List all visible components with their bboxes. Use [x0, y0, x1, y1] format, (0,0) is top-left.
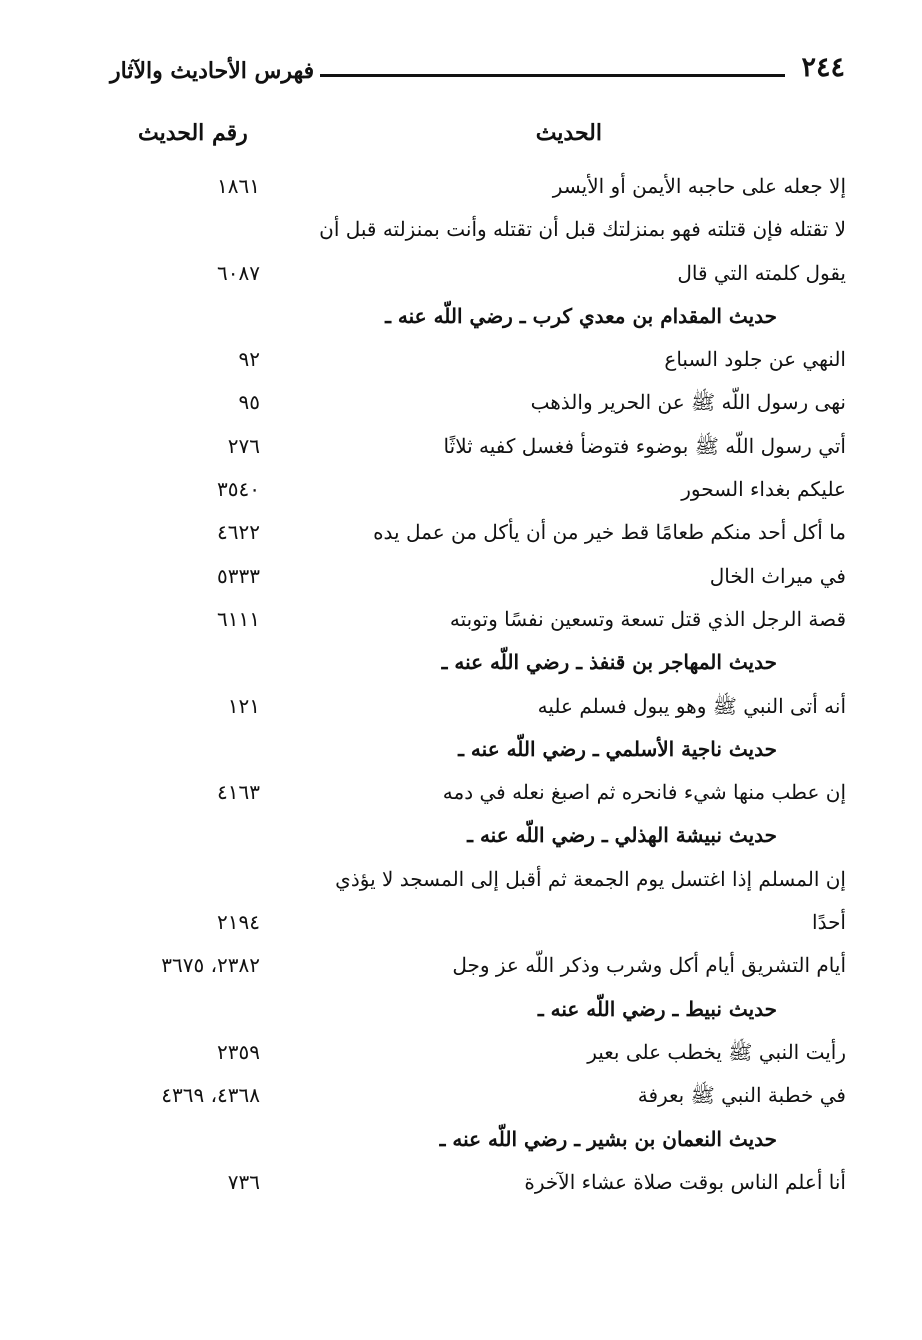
- hadith-index-list: [0, 168, 922, 1207]
- hadith-number: ٦٠٨٧: [217, 260, 260, 285]
- hadith-text: أنه أتى النبي ﷺ وهو يبول فسلم عليه: [537, 693, 846, 718]
- column-heading-hadith: الحديث: [535, 120, 602, 146]
- hadith-text: إن عطب منها شيء فانحره ثم اصبغ نعله في دمه: [442, 780, 846, 805]
- hadith-entry-row: [0, 341, 922, 384]
- hadith-entry-row: [0, 471, 922, 514]
- hadith-number: ٢١٩٤: [217, 910, 260, 935]
- hadith-text: النهي عن جلود السباع: [664, 347, 846, 372]
- section-heading-row: [0, 298, 922, 341]
- hadith-entry-row: [0, 1077, 922, 1120]
- section-heading-row: [0, 991, 922, 1034]
- section-heading: حديث المهاجر بن قنفذ ـ رضي اللّه عنه ـ: [441, 650, 777, 675]
- hadith-text: إن المسلم إذا اغتسل يوم الجمعة ثم أقبل إلى المسجد لا يؤذي: [335, 866, 846, 891]
- hadith-entry-row: [0, 904, 922, 947]
- hadith-entry-row: [0, 558, 922, 601]
- header-rule: [320, 74, 785, 77]
- hadith-number: ٣٥٤٠: [217, 477, 260, 502]
- hadith-text: لا تقتله فإن قتلته فهو بمنزلتك قبل أن تقتله وأنت بمنزلته قبل أن: [319, 217, 846, 242]
- hadith-number: ٦١١١: [217, 606, 260, 631]
- hadith-text: قصة الرجل الذي قتل تسعة وتسعين نفسًا وتوبته: [449, 606, 846, 631]
- hadith-entry-row: [0, 255, 922, 298]
- hadith-entry-row: [0, 1164, 922, 1207]
- page-number: ٢٤٤: [801, 52, 845, 83]
- hadith-entry-row: [0, 1034, 922, 1077]
- hadith-number: ٩٥: [238, 390, 260, 415]
- hadith-text: إلا جعله على حاجبه الأيمن أو الأيسر: [552, 174, 846, 198]
- section-heading: حديث المقدام بن معدي كرب ـ رضي اللّه عنه ـ: [385, 303, 777, 328]
- section-heading-row: [0, 644, 922, 687]
- hadith-entry-row: [0, 514, 922, 557]
- hadith-text: أحدًا: [812, 910, 846, 935]
- running-header: [110, 52, 845, 92]
- hadith-entry-row: [0, 601, 922, 644]
- column-heading-number: رقم الحديث: [138, 120, 248, 146]
- hadith-number: ١٨٦١: [217, 174, 260, 198]
- hadith-text: أيام التشريق أيام أكل وشرب وذكر اللّه عز وجل: [452, 953, 846, 978]
- hadith-text: رأيت النبي ﷺ يخطب على بعير: [587, 1039, 846, 1064]
- hadith-text: ما أكل أحد منكم طعامًا قط خير من أن يأكل من عمل يده: [373, 520, 846, 545]
- section-heading: حديث النعمان بن بشير ـ رضي اللّه عنه ـ: [439, 1126, 777, 1151]
- header-title: فهرس الأحاديث والآثار: [110, 58, 315, 84]
- hadith-entry-row: [0, 428, 922, 471]
- section-heading-row: [0, 731, 922, 774]
- hadith-text: يقول كلمته التي قال: [677, 260, 846, 285]
- section-heading: حديث نبيشة الهذلي ـ رضي اللّه عنه ـ: [467, 823, 777, 848]
- hadith-number: ٩٢: [238, 347, 260, 372]
- hadith-number: ٤٣٦٨، ٤٣٦٩: [161, 1083, 260, 1108]
- section-heading: حديث نبيط ـ رضي اللّه عنه ـ: [537, 996, 777, 1021]
- section-heading-row: [0, 1121, 922, 1164]
- hadith-text: أنا أعلم الناس بوقت صلاة عشاء الآخرة: [524, 1169, 846, 1194]
- hadith-text: في ميراث الخال: [709, 563, 846, 588]
- hadith-entry-row: [0, 384, 922, 427]
- hadith-entry-row: [0, 688, 922, 731]
- hadith-entry-row: [0, 861, 922, 904]
- hadith-text: أتي رسول اللّه ﷺ بوضوء فتوضأ فغسل كفيه ثلاثًا: [443, 433, 846, 458]
- hadith-text: نهى رسول اللّه ﷺ عن الحرير والذهب: [530, 390, 846, 415]
- hadith-entry-row: [0, 774, 922, 817]
- hadith-number: ٤٦٢٢: [217, 520, 260, 545]
- hadith-number: ٥٣٣٣: [217, 563, 260, 588]
- hadith-text: عليكم بغداء السحور: [681, 477, 846, 502]
- hadith-entry-row: [0, 168, 922, 211]
- section-heading-row: [0, 817, 922, 860]
- hadith-number: ٢٣٨٢، ٣٦٧٥: [161, 953, 260, 978]
- hadith-text: في خطبة النبي ﷺ بعرفة: [637, 1083, 846, 1108]
- hadith-number: ٢٣٥٩: [217, 1039, 260, 1064]
- hadith-number: ٢٧٦: [227, 433, 260, 458]
- hadith-number: ٤١٦٣: [217, 780, 260, 805]
- hadith-entry-row: [0, 947, 922, 990]
- hadith-number: ١٢١: [227, 693, 260, 718]
- section-heading: حديث ناجية الأسلمي ـ رضي اللّه عنه ـ: [458, 736, 777, 761]
- hadith-entry-row: [0, 211, 922, 254]
- hadith-number: ٧٣٦: [227, 1169, 260, 1194]
